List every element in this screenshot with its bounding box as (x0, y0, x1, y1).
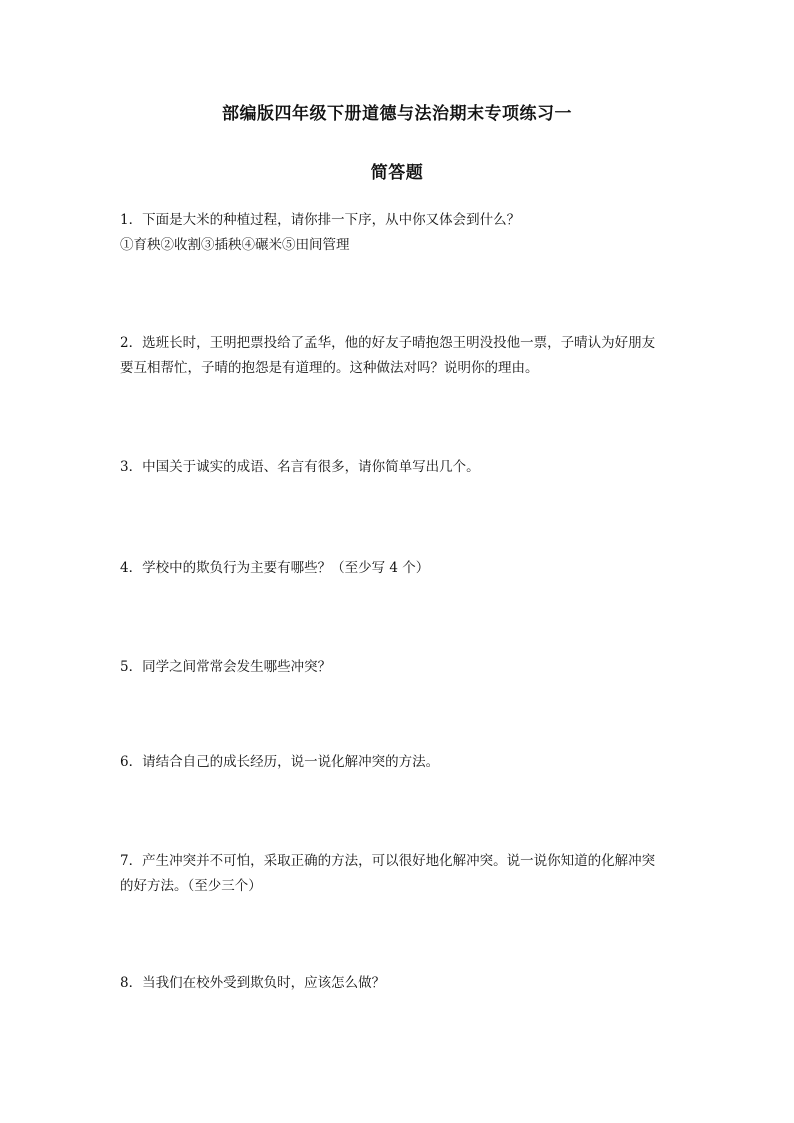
question-4-line-1: 4．学校中的欺负行为主要有哪些？（至少写 4 个） (120, 560, 430, 576)
section-heading: 简答题 (370, 163, 424, 183)
question-2 (120, 331, 680, 381)
question-7-line-2: 的好方法。（至少三个） (120, 878, 262, 894)
document-title: 部编版四年级下册道德与法治期末专项练习一 (222, 104, 572, 124)
question-2-line-2: 要互相帮忙，子晴的抱怨是有道理的。这种做法对吗？说明你的理由。 (120, 360, 539, 376)
question-4 (120, 556, 680, 581)
question-7-line-1: 7．产生冲突并不可怕，采取正确的方法，可以很好地化解冲突。说一说你知道的化解冲突 (120, 853, 656, 869)
question-1-line-2: ①育秧②收割③插秧④碾米⑤田间管理 (120, 237, 350, 253)
question-8-line-1: 8．当我们在校外受到欺负时，应该怎么做？ (120, 975, 386, 991)
question-5 (120, 655, 680, 680)
question-2-line-1: 2．选班长时，王明把票投给了孟华，他的好友子晴抱怨王明没投他一票，子晴认为好朋友 (120, 335, 656, 351)
question-3 (120, 455, 680, 480)
question-1-line-1: 1．下面是大米的种植过程，请你排一下序，从中你又体会到什么？ (120, 212, 521, 228)
question-7 (120, 849, 680, 899)
question-5-line-1: 5．同学之间常常会发生哪些冲突？ (120, 659, 332, 675)
question-6 (120, 750, 680, 775)
question-1 (120, 208, 680, 258)
question-6-line-1: 6．请结合自己的成长经历，说一说化解冲突的方法。 (120, 754, 440, 770)
question-8 (120, 971, 680, 996)
question-3-line-1: 3．中国关于诚实的成语、名言有很多，请你简单写出几个。 (120, 459, 480, 475)
